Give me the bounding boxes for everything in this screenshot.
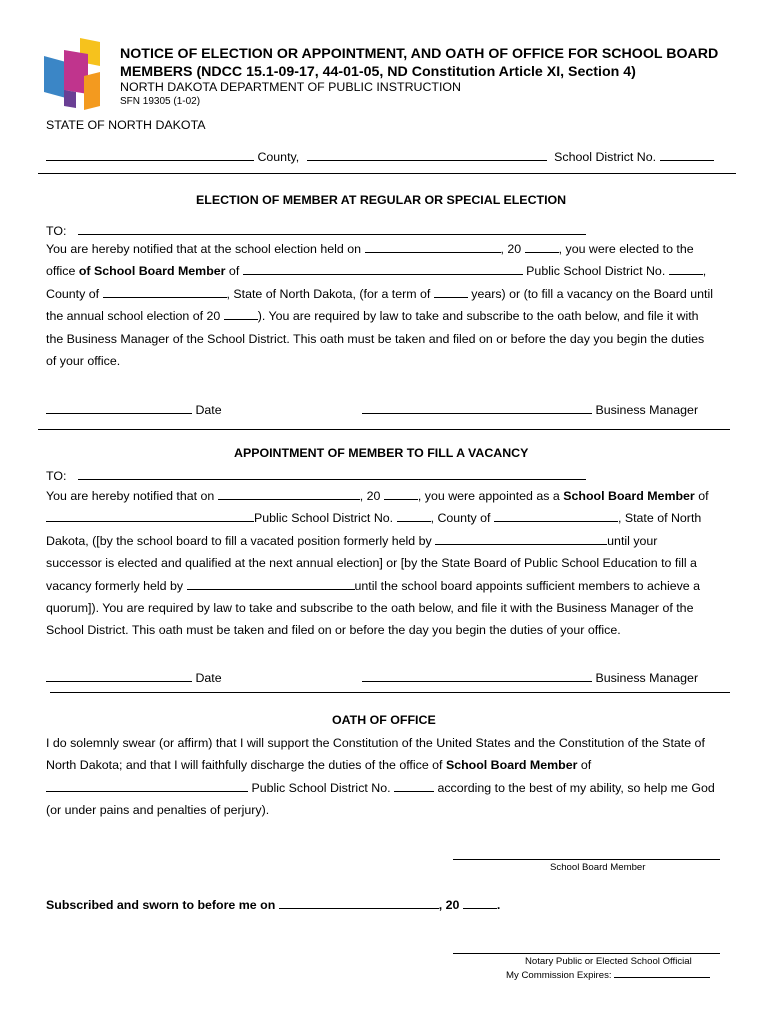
appointment-district-no-field[interactable] — [397, 509, 431, 522]
oath-paragraph — [46, 732, 715, 822]
department-name: NORTH DAKOTA DEPARTMENT OF PUBLIC INSTRUCTION — [120, 80, 462, 94]
appointment-text: until the school board appoints sufficient members to achieve a — [354, 578, 701, 593]
election-text: County of — [46, 286, 100, 301]
election-text: Public School District No. — [526, 264, 666, 279]
election-text: the annual school election of 20 — [46, 309, 221, 324]
election-county-field[interactable] — [103, 285, 227, 298]
election-text: of — [225, 264, 240, 279]
county-name-field[interactable] — [46, 148, 254, 161]
sworn-date-field[interactable] — [279, 896, 439, 909]
appointment-date-sign — [46, 669, 222, 685]
oath-heading: OATH OF OFFICE — [332, 713, 436, 727]
oath-text: (or under pains and penalties of perjury). — [46, 803, 270, 818]
form-title-line1: NOTICE OF ELECTION OR APPOINTMENT, AND OATH OF OFFICE FOR SCHOOL BOARD — [120, 46, 719, 62]
form-number: SFN 19305 (1-02) — [120, 96, 201, 107]
appointment-text: successor is elected and qualified at the next annual election] or [by the State Board of Public School Education to fill a — [46, 556, 697, 571]
election-paragraph — [46, 238, 713, 372]
appointment-text: School District. This oath must be taken and filed on or before the day you begin the duties of your office. — [46, 623, 621, 638]
appointment-paragraph — [46, 485, 709, 642]
date-label: Date — [195, 403, 222, 417]
sworn-row — [46, 896, 500, 912]
election-to-label: TO: — [46, 224, 67, 238]
appointment-manager-sign — [362, 669, 698, 685]
business-manager-label: Business Manager — [595, 403, 699, 417]
election-text: the Business Manager of the School District. This oath must be taken and filed on or before the day you begin the duties — [46, 331, 705, 346]
election-text: ). You are required by law to take and subscribe to the oath below, and file it with — [257, 309, 699, 324]
sworn-text: , 20 — [438, 898, 460, 912]
appointment-text: , 20 — [359, 489, 381, 503]
school-board-member-text: School Board Member — [445, 758, 578, 773]
member-signature-label: School Board Member — [550, 862, 646, 873]
vacancy-held-by-field[interactable] — [187, 577, 355, 590]
county-label: County, — [257, 150, 300, 164]
commission-expires-field[interactable] — [614, 968, 710, 978]
appointment-text: , State of North — [617, 511, 702, 526]
appointment-heading: APPOINTMENT OF MEMBER TO FILL A VACANCY — [234, 446, 529, 460]
election-date-field[interactable] — [365, 240, 501, 253]
oath-text: I do solemnly swear (or affirm) that I will support the Constitution of the United States and the Constitution of the State of — [46, 736, 705, 750]
section-divider — [50, 692, 730, 693]
school-board-member-text: of School Board Member — [78, 264, 226, 279]
state-line: STATE OF NORTH DAKOTA — [46, 118, 206, 132]
election-sign-date-field[interactable] — [46, 401, 192, 414]
commission-label: My Commission Expires: — [506, 970, 612, 981]
commission-row — [506, 968, 710, 981]
section-divider — [38, 173, 736, 174]
district-no-label: School District No. — [554, 150, 657, 164]
district-no-field[interactable] — [660, 148, 714, 161]
appointment-to-field[interactable] — [78, 467, 586, 480]
member-signature-field[interactable] — [453, 859, 720, 860]
ndpi-logo — [40, 36, 104, 112]
appointment-sign-date-field[interactable] — [46, 669, 192, 682]
appointment-date-field[interactable] — [218, 487, 360, 500]
appointment-text: , you were appointed as a — [417, 489, 564, 503]
form-title-line2: MEMBERS (NDCC 15.1-09-17, 44-01-05, ND Constitution Article XI, Section 4) — [120, 64, 636, 80]
election-to-row — [46, 222, 586, 238]
election-term-field[interactable] — [434, 285, 468, 298]
date-label: Date — [195, 671, 222, 685]
appointment-text: , County of — [430, 511, 491, 526]
county-row — [46, 148, 714, 164]
appointment-year-field[interactable] — [384, 487, 418, 500]
election-text: office — [46, 264, 79, 279]
election-annual-year-field[interactable] — [224, 307, 258, 320]
sworn-text: Subscribed and sworn to before me on — [46, 898, 276, 912]
appointment-text: quorum]). You are required by law to take and subscribe to the oath below, and file it with the Business Manager of the — [46, 600, 694, 615]
election-text: , you were elected to the — [558, 242, 694, 256]
appointment-text: Public School District No. — [254, 511, 394, 526]
election-text: of your office. — [46, 353, 121, 368]
appointment-county-field[interactable] — [494, 509, 618, 522]
election-district-no-field[interactable] — [669, 262, 703, 275]
appointment-text: vacancy formerly held by — [46, 578, 184, 593]
election-manager-sign — [362, 401, 698, 417]
oath-text: according to the best of my ability, so help me God — [437, 780, 715, 795]
sworn-text: . — [496, 898, 501, 912]
oath-text: of — [577, 758, 592, 773]
oath-district-no-field[interactable] — [394, 779, 434, 792]
appointment-to-row — [46, 467, 586, 483]
election-heading: ELECTION OF MEMBER AT REGULAR OR SPECIAL ELECTION — [196, 193, 567, 207]
appointment-district-name-field[interactable] — [46, 509, 254, 522]
oath-text: Public School District No. — [251, 780, 391, 795]
election-manager-signature-field[interactable] — [362, 401, 592, 414]
business-manager-label: Business Manager — [595, 671, 699, 685]
election-text: , 20 — [500, 242, 522, 256]
election-text: years) or (to fill a vacancy on the Board until — [471, 286, 713, 301]
election-date-sign — [46, 401, 222, 417]
county-extra-field[interactable] — [307, 148, 547, 161]
election-text: , State of North Dakota, (for a term of — [226, 286, 431, 301]
sworn-year-field[interactable] — [463, 896, 497, 909]
appointment-to-label: TO: — [46, 469, 67, 483]
appointment-text: You are hereby notified that on — [46, 489, 215, 503]
appointment-text: Dakota, ([by the school board to fill a vacated position formerly held by — [46, 533, 432, 548]
vacated-position-field[interactable] — [435, 532, 607, 545]
election-year-field[interactable] — [525, 240, 559, 253]
appointment-manager-signature-field[interactable] — [362, 669, 592, 682]
appointment-text: until your — [607, 533, 658, 548]
oath-district-name-field[interactable] — [46, 779, 248, 792]
appointment-text: of — [694, 489, 709, 503]
election-district-name-field[interactable] — [243, 262, 523, 275]
election-to-field[interactable] — [78, 222, 586, 235]
election-text: You are hereby notified that at the school election held on — [46, 242, 362, 256]
notary-signature-field[interactable] — [453, 953, 720, 954]
oath-text: North Dakota; and that I will faithfully discharge the duties of the office of — [46, 758, 446, 773]
notary-label: Notary Public or Elected School Official — [525, 956, 692, 967]
section-divider — [38, 429, 730, 430]
school-board-member-text: School Board Member — [563, 489, 695, 503]
election-text: , — [702, 264, 707, 279]
